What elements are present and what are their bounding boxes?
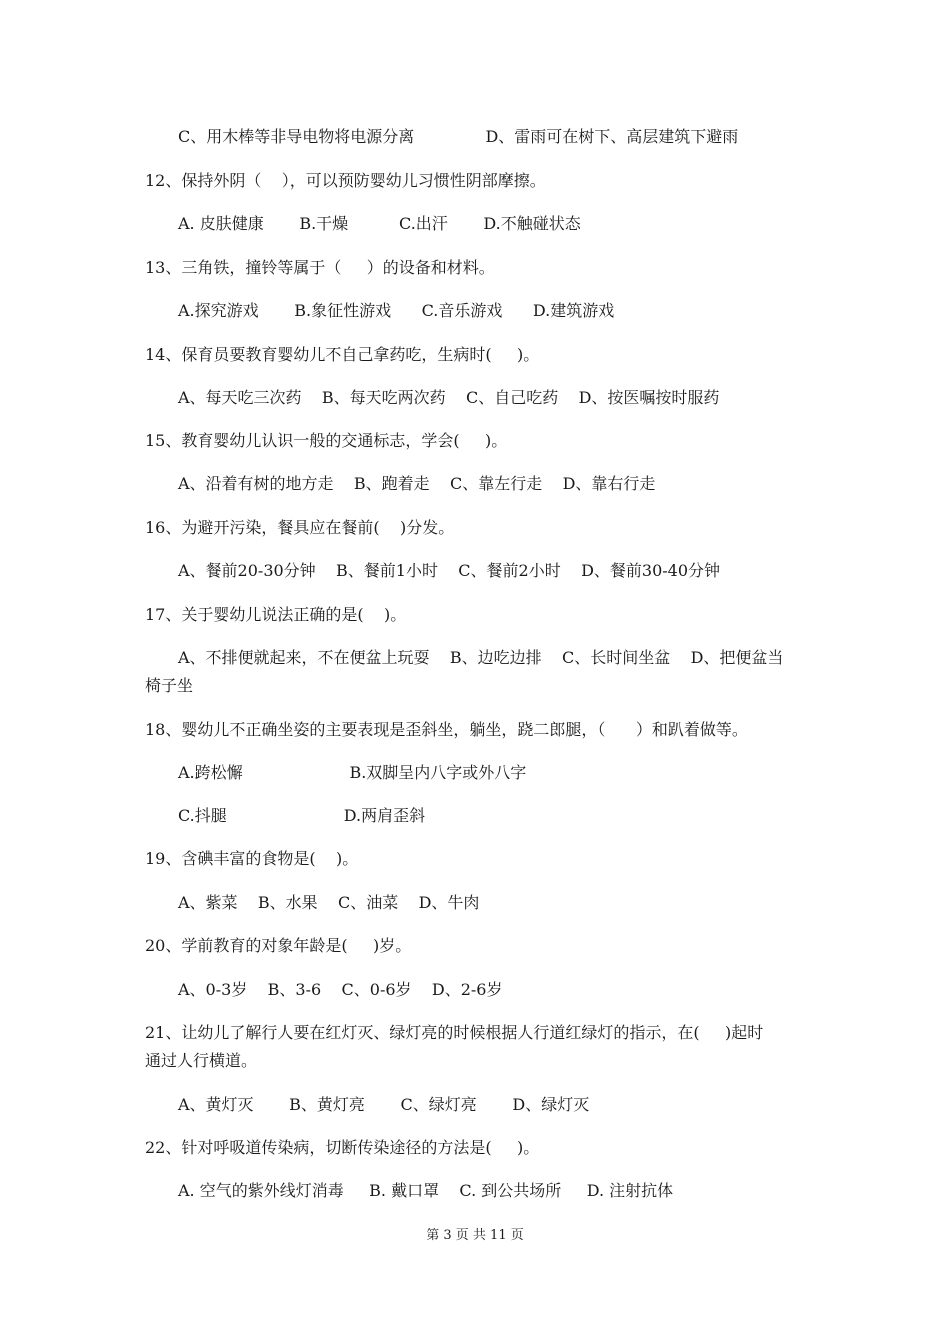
q14-options: A、每天吃三次药 B、每天吃两次药 C、自己吃药 D、按医嘱按时服药 bbox=[178, 388, 720, 407]
q17-options-wrap: 椅子坐 bbox=[145, 676, 194, 695]
q16-options: A、餐前20-30分钟 B、餐前1小时 C、餐前2小时 D、餐前30-40分钟 bbox=[178, 561, 721, 580]
question-16: 16、为避开污染，餐具应在餐前( )分发。 bbox=[145, 518, 455, 537]
question-13: 13、三角铁，撞铃等属于（ ）的设备和材料。 bbox=[145, 258, 495, 277]
q19-options: A、紫菜 B、水果 C、油菜 D、牛肉 bbox=[178, 893, 480, 912]
q18-options-cd: C.抖腿 D.两肩歪斜 bbox=[178, 806, 426, 825]
question-21: 21、让幼儿了解行人要在红灯灭、绿灯亮的时候根据人行道红绿灯的指示，在( )起时 bbox=[145, 1023, 764, 1042]
question-17: 17、关于婴幼儿说法正确的是( )。 bbox=[145, 605, 407, 624]
question-18: 18、婴幼儿不正确坐姿的主要表现是歪斜坐，躺坐，跷二郎腿，（ ）和趴着做等。 bbox=[145, 720, 748, 739]
q11-options-cd: C、用木棒等非导电物将电源分离 D、雷雨可在树下、高层建筑下避雨 bbox=[178, 127, 739, 146]
q21-options: A、黄灯灭 B、黄灯亮 C、绿灯亮 D、绿灯灭 bbox=[178, 1095, 590, 1114]
question-20: 20、学前教育的对象年龄是( )岁。 bbox=[145, 936, 412, 955]
question-12: 12、保持外阴（ ），可以预防婴幼儿习惯性阴部摩擦。 bbox=[145, 171, 546, 190]
q22-options: A. 空气的紫外线灯消毒 B. 戴口罩 C. 到公共场所 D. 注射抗体 bbox=[178, 1181, 674, 1200]
q12-options: A. 皮肤健康 B.干燥 C.出汗 D.不触碰状态 bbox=[178, 214, 581, 233]
question-19: 19、含碘丰富的食物是( )。 bbox=[145, 849, 359, 868]
page-footer: 第 3 页 共 11 页 bbox=[426, 1228, 524, 1243]
question-21-wrap: 通过人行横道。 bbox=[145, 1051, 258, 1070]
q18-options-ab: A.跨松懈 B.双脚呈内八字或外八字 bbox=[178, 763, 527, 782]
q20-options: A、0-3岁 B、3-6 C、0-6岁 D、2-6岁 bbox=[178, 980, 503, 999]
q15-options: A、沿着有树的地方走 B、跑着走 C、靠左行走 D、靠右行走 bbox=[178, 474, 656, 493]
question-15: 15、教育婴幼儿认识一般的交通标志，学会( )。 bbox=[145, 431, 508, 450]
question-14: 14、保育员要教育婴幼儿不自己拿药吃，生病时( )。 bbox=[145, 345, 540, 364]
q13-options: A.探究游戏 B.象征性游戏 C.音乐游戏 D.建筑游戏 bbox=[178, 301, 615, 320]
q17-options: A、不排便就起来，不在便盆上玩耍 B、边吃边排 C、长时间坐盆 D、把便盆当 bbox=[178, 648, 784, 667]
question-22: 22、针对呼吸道传染病，切断传染途径的方法是( )。 bbox=[145, 1138, 540, 1157]
